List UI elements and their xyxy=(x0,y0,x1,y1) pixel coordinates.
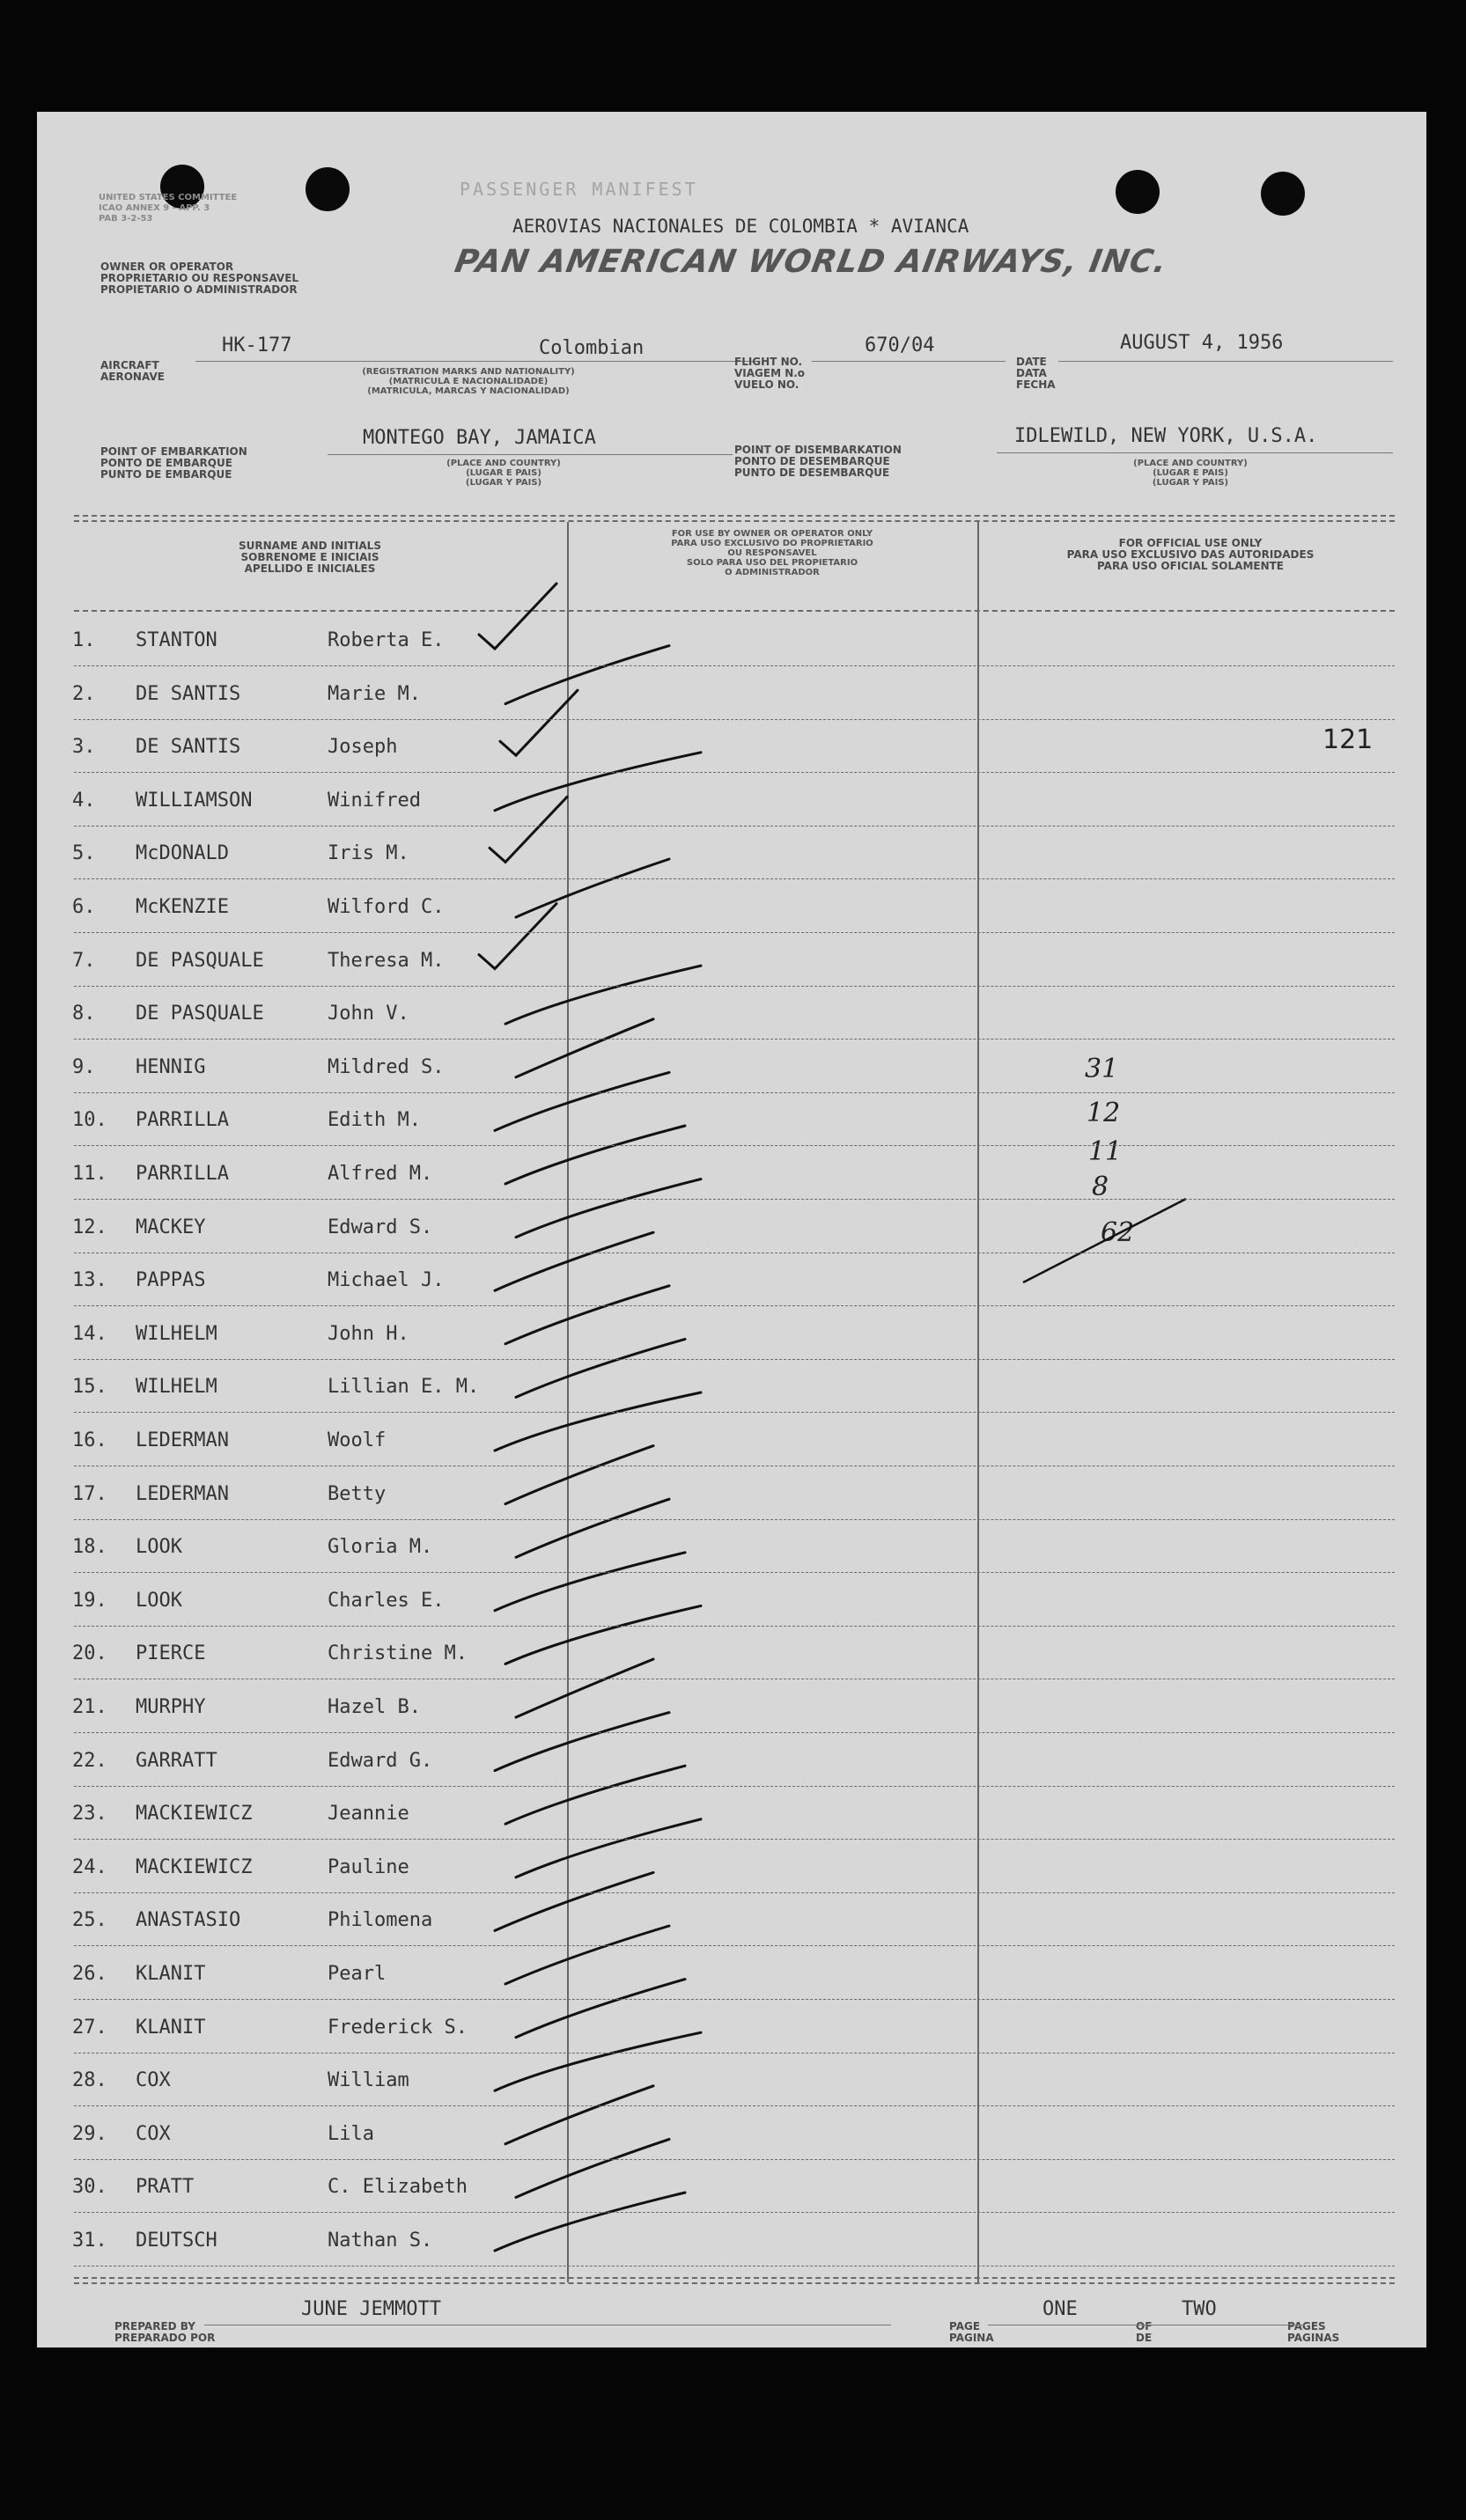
passenger-number: 10. xyxy=(72,1109,107,1131)
passenger-surname: DEUTSCH xyxy=(136,2230,217,2252)
tally-value: 12 xyxy=(1087,1098,1121,1128)
check-mark xyxy=(516,1019,653,1077)
passenger-given-name: Gloria M. xyxy=(328,1536,433,1558)
passenger-number: 24. xyxy=(72,1856,107,1878)
passenger-given-name: Christine M. xyxy=(328,1642,468,1664)
passenger-given-name: Alfred M. xyxy=(328,1163,433,1185)
tally-value: 8 xyxy=(1092,1172,1109,1202)
passenger-number: 22. xyxy=(72,1750,107,1772)
check-mark xyxy=(516,1659,653,1717)
passenger-given-name: Jeannie xyxy=(328,1803,409,1825)
check-mark xyxy=(495,753,701,811)
passenger-given-name: Joseph xyxy=(328,736,398,758)
passenger-number: 28. xyxy=(72,2069,107,2091)
row-rule xyxy=(74,2159,1395,2160)
passenger-surname: MURPHY xyxy=(136,1696,206,1718)
passenger-surname: DE PASQUALE xyxy=(136,1003,264,1025)
passenger-given-name: Lillian E. M. xyxy=(328,1376,480,1398)
passenger-given-name: Nathan S. xyxy=(328,2230,433,2252)
passenger-surname: McKENZIE xyxy=(136,896,229,918)
passenger-given-name: Mildred S. xyxy=(328,1056,445,1078)
passenger-number: 4. xyxy=(72,790,96,812)
check-mark xyxy=(495,2193,685,2251)
check-mark xyxy=(516,1339,685,1397)
check-mark xyxy=(505,1766,685,1824)
registration-value: HK-177 xyxy=(222,334,292,356)
check-mark xyxy=(505,2086,653,2144)
check-mark xyxy=(516,1179,701,1238)
check-mark xyxy=(516,2139,669,2197)
tally-sum-line xyxy=(1023,1199,1186,1282)
passenger-surname: ANASTASIO xyxy=(136,1909,241,1931)
passenger-surname: DE PASQUALE xyxy=(136,950,264,972)
row-rule xyxy=(74,1359,1395,1360)
page-number: ONE xyxy=(1042,2298,1078,2320)
row-rule xyxy=(74,932,1395,933)
passenger-number: 25. xyxy=(72,1909,107,1931)
manifest-sheet xyxy=(37,112,1426,2347)
ref-line: UNITED STATES COMMITTEE xyxy=(99,193,238,202)
passenger-number: 17. xyxy=(72,1483,107,1505)
passenger-given-name: Wilford C. xyxy=(328,896,445,918)
passenger-surname: GARRATT xyxy=(136,1750,217,1772)
row-rule xyxy=(74,1732,1395,1733)
passenger-surname: MACKIEWICZ xyxy=(136,1856,253,1878)
passenger-given-name: Hazel B. xyxy=(328,1696,421,1718)
passenger-surname: COX xyxy=(136,2069,171,2091)
passenger-surname: COX xyxy=(136,2123,171,2145)
flight-date: AUGUST 4, 1956 xyxy=(1120,332,1284,354)
passenger-number: 26. xyxy=(72,1963,107,1985)
check-mark xyxy=(505,1286,669,1344)
passenger-given-name: Betty xyxy=(328,1483,387,1505)
operator-name: AEROVIAS NACIONALES DE COLOMBIA * AVIANCA xyxy=(512,216,969,237)
row-rule xyxy=(74,2212,1395,2213)
row-rule xyxy=(74,772,1395,773)
of-label: OF DE xyxy=(1136,2320,1153,2344)
row-rule xyxy=(74,1626,1395,1627)
passenger-surname: WILHELM xyxy=(136,1376,217,1398)
check-mark xyxy=(505,966,701,1024)
check-mark xyxy=(516,1499,669,1557)
passenger-given-name: Frederick S. xyxy=(328,2017,468,2039)
check-mark xyxy=(495,1392,701,1451)
row-rule xyxy=(74,665,1395,666)
row-rule xyxy=(74,1786,1395,1787)
disembarkation-caption: (PLACE AND COUNTRY) (LUGAR E PAIS) (LUGAR Y PAIS) xyxy=(1133,459,1248,488)
passenger-number: 14. xyxy=(72,1323,107,1345)
passenger-number: 3. xyxy=(72,736,96,758)
passenger-number: 8. xyxy=(72,1003,96,1025)
passenger-surname: PARRILLA xyxy=(136,1163,229,1185)
check-mark xyxy=(479,584,556,649)
pages-label: PAGES PAGINAS xyxy=(1287,2320,1340,2344)
check-mark xyxy=(479,904,556,969)
passenger-number: 7. xyxy=(72,950,96,972)
passenger-given-name: Edward G. xyxy=(328,1750,433,1772)
page-total: TWO xyxy=(1182,2298,1217,2320)
passenger-number: 9. xyxy=(72,1056,96,1078)
passenger-surname: HENNIG xyxy=(136,1056,206,1078)
row-rule xyxy=(74,1519,1395,1520)
registration-caption: (REGISTRATION MARKS AND NATIONALITY) (MATRICULA E NACIONALIDADE) (MATRICULA, MARCAS Y NACIONALIDAD) xyxy=(362,367,575,396)
check-mark xyxy=(495,1872,653,1930)
passenger-surname: PAPPAS xyxy=(136,1269,206,1291)
passenger-given-name: Michael J. xyxy=(328,1269,445,1291)
passenger-surname: WILLIAMSON xyxy=(136,790,253,812)
passenger-given-name: Edward S. xyxy=(328,1216,433,1238)
passenger-number: 29. xyxy=(72,2123,107,2145)
passenger-given-name: Pauline xyxy=(328,1856,409,1878)
passenger-surname: DE SANTIS xyxy=(136,736,241,758)
passenger-given-name: Edith M. xyxy=(328,1109,421,1131)
passenger-surname: LEDERMAN xyxy=(136,1483,229,1505)
check-mark xyxy=(495,1553,685,1611)
passenger-given-name: Charles E. xyxy=(328,1590,445,1612)
official-column-header: FOR OFFICIAL USE ONLY PARA USO EXCLUSIVO DAS AUTORIDADES PARA USO OFICIAL SOLAMENTE xyxy=(1066,537,1315,572)
row-rule xyxy=(74,719,1395,720)
passenger-surname: KLANIT xyxy=(136,2017,206,2039)
prepared-by-value: JUNE JEMMOTT xyxy=(301,2298,441,2320)
passenger-given-name: William xyxy=(328,2069,409,2091)
passenger-surname: McDONALD xyxy=(136,842,229,864)
check-mark xyxy=(495,1232,653,1290)
passenger-surname: DE SANTIS xyxy=(136,683,241,705)
check-mark xyxy=(505,1446,653,1504)
check-mark xyxy=(505,1126,685,1184)
page-label: PAGE PAGINA xyxy=(949,2320,994,2344)
passenger-surname: STANTON xyxy=(136,629,217,651)
disembarkation-value: IDLEWILD, NEW YORK, U.S.A. xyxy=(1014,425,1318,447)
passenger-given-name: John H. xyxy=(328,1323,409,1345)
passenger-number: 16. xyxy=(72,1429,107,1451)
row-rule xyxy=(74,1839,1395,1840)
flight-label: FLIGHT NO. VIAGEM N.o VUELO NO. xyxy=(734,356,806,391)
passenger-surname: PARRILLA xyxy=(136,1109,229,1131)
passenger-given-name: Woolf xyxy=(328,1429,387,1451)
passenger-given-name: Pearl xyxy=(328,1963,387,1985)
row-rule xyxy=(74,1892,1395,1893)
passenger-surname: LEDERMAN xyxy=(136,1429,229,1451)
embarkation-value: MONTEGO BAY, JAMAICA xyxy=(363,427,596,449)
check-mark xyxy=(495,2032,701,2090)
owner-column-header: FOR USE BY OWNER OR OPERATOR ONLY PARA USO EXCLUSIVO DO PROPRIETARIO OU RESPONSAVEL SOLO PARA USO DEL PROPIETARIO O ADMINISTRADOR xyxy=(671,529,873,577)
flight-number: 670/04 xyxy=(865,334,935,356)
row-rule xyxy=(74,1999,1395,2000)
tally-value: 31 xyxy=(1085,1054,1119,1084)
passenger-number: 13. xyxy=(72,1269,107,1291)
passenger-surname: LOOK xyxy=(136,1590,182,1612)
embarkation-caption: (PLACE AND COUNTRY) (LUGAR E PAIS) (LUGAR Y PAIS) xyxy=(446,459,561,488)
passenger-given-name: Iris M. xyxy=(328,842,409,864)
disembarkation-label: POINT OF DISEMBARKATION PONTO DE DESEMBARQUE PUNTO DE DESEMBARQUE xyxy=(734,444,902,479)
tally-value: 11 xyxy=(1088,1136,1123,1167)
check-mark xyxy=(505,1926,669,1984)
passenger-given-name: Roberta E. xyxy=(328,629,445,651)
row-rule xyxy=(74,2105,1395,2106)
passenger-surname: PIERCE xyxy=(136,1642,206,1664)
row-rule xyxy=(74,1412,1395,1413)
row-rule xyxy=(74,1572,1395,1573)
passenger-given-name: Lila xyxy=(328,2123,374,2145)
passenger-number: 31. xyxy=(72,2230,107,2252)
row-rule xyxy=(74,1305,1395,1306)
passenger-number: 1. xyxy=(72,629,96,651)
passenger-number: 21. xyxy=(72,1696,107,1718)
check-mark xyxy=(516,1980,685,2038)
passenger-surname: KLANIT xyxy=(136,1963,206,1985)
official-stamp-number: 121 xyxy=(1322,724,1374,755)
passenger-number: 27. xyxy=(72,2017,107,2039)
passenger-surname: MACKEY xyxy=(136,1216,206,1238)
row-rule xyxy=(74,1039,1395,1040)
passenger-number: 18. xyxy=(72,1536,107,1558)
ref-line: ICAO ANNEX 9 - APP. 3 xyxy=(99,203,210,213)
passenger-given-name: Winifred xyxy=(328,790,421,812)
aircraft-label: AIRCRAFT AERONAVE xyxy=(100,359,165,383)
row-rule xyxy=(74,1945,1395,1946)
operator-name-secondary: PAN AMERICAN WORLD AIRWAYS, INC. xyxy=(452,244,1170,280)
owner-label: OWNER OR OPERATOR PROPRIETARIO OU RESPONSAVEL PROPIETARIO O ADMINISTRADOR xyxy=(100,261,299,296)
passenger-surname: WILHELM xyxy=(136,1323,217,1345)
check-mark xyxy=(495,1072,669,1130)
row-rule xyxy=(74,1199,1395,1200)
passenger-given-name: C. Elizabeth xyxy=(328,2176,468,2198)
nationality-value: Colombian xyxy=(539,337,645,359)
faded-heading: PASSENGER MANIFEST xyxy=(460,179,698,200)
passenger-number: 11. xyxy=(72,1163,107,1185)
passenger-number: 5. xyxy=(72,842,96,864)
passenger-given-name: Philomena xyxy=(328,1909,433,1931)
names-column-header: SURNAME AND INITIALS SOBRENOME E INICIAIS APELLIDO E INICIALES xyxy=(239,540,381,575)
row-rule xyxy=(74,2266,1395,2267)
check-mark xyxy=(516,859,669,917)
row-rule xyxy=(74,1145,1395,1146)
row-rule xyxy=(74,826,1395,827)
passenger-given-name: Theresa M. xyxy=(328,950,445,972)
embarkation-label: POINT OF EMBARKATION PONTO DE EMBARQUE PUNTO DE EMBARQUE xyxy=(100,445,247,481)
passenger-given-name: Marie M. xyxy=(328,683,421,705)
row-rule xyxy=(74,986,1395,987)
passenger-number: 15. xyxy=(72,1376,107,1398)
row-rule xyxy=(74,878,1395,879)
passenger-number: 2. xyxy=(72,683,96,705)
passenger-number: 12. xyxy=(72,1216,107,1238)
row-rule xyxy=(74,1092,1395,1093)
check-mark xyxy=(505,646,669,704)
check-marks xyxy=(37,112,1426,2347)
passenger-number: 20. xyxy=(72,1642,107,1664)
prepared-by-label: PREPARED BY PREPARADO POR xyxy=(114,2320,216,2344)
check-mark xyxy=(505,1605,701,1664)
ref-line: PAB 3-2-53 xyxy=(99,214,153,224)
tally-value: 62 xyxy=(1101,1217,1135,1248)
date-label: DATE DATA FECHA xyxy=(1016,356,1056,391)
passenger-given-name: John V. xyxy=(328,1003,409,1025)
passenger-number: 30. xyxy=(72,2176,107,2198)
check-mark xyxy=(495,1713,669,1771)
passenger-surname: MACKIEWICZ xyxy=(136,1803,253,1825)
check-mark xyxy=(516,1819,701,1877)
passenger-surname: PRATT xyxy=(136,2176,195,2198)
passenger-number: 19. xyxy=(72,1590,107,1612)
passenger-number: 6. xyxy=(72,896,96,918)
passenger-surname: LOOK xyxy=(136,1536,182,1558)
passenger-number: 23. xyxy=(72,1803,107,1825)
